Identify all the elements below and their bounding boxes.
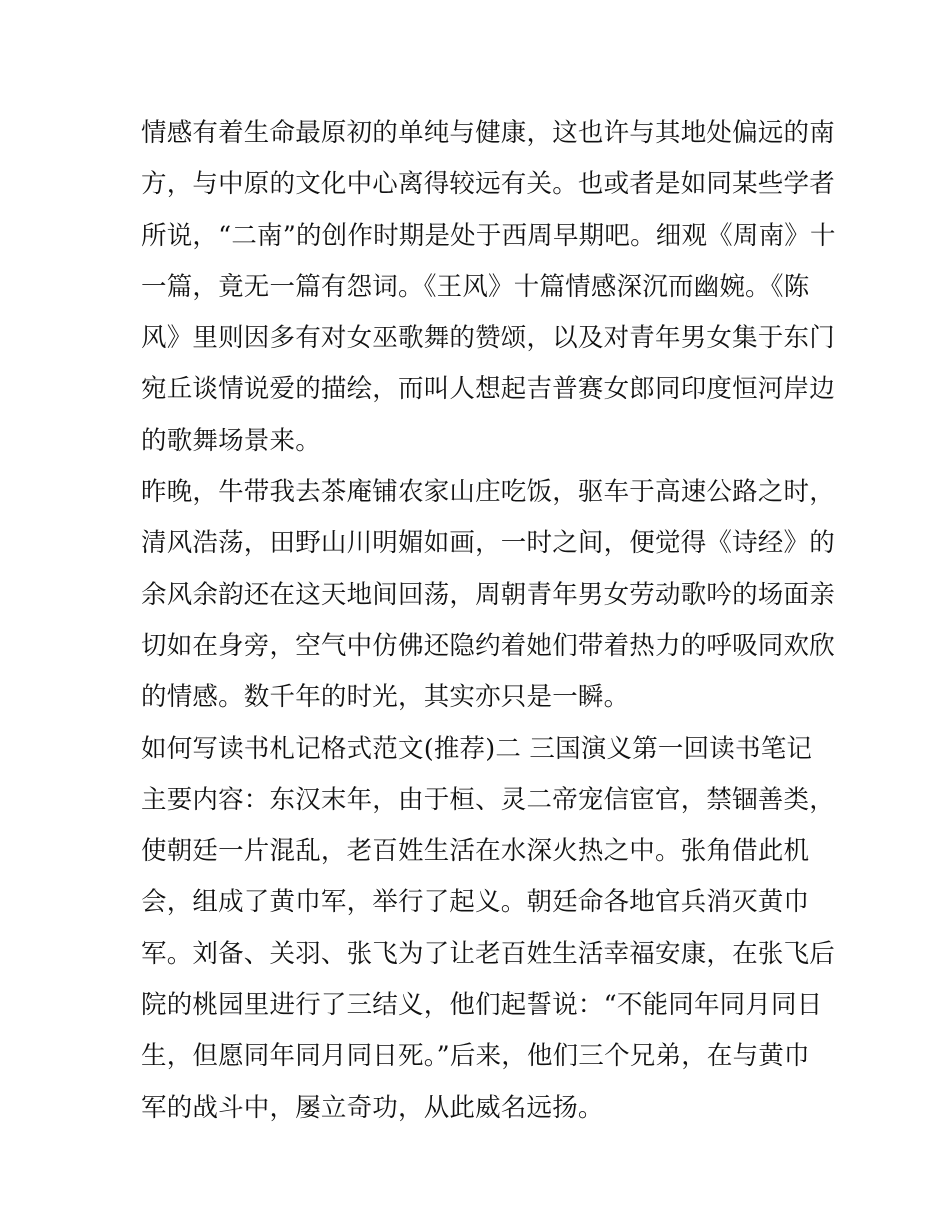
text-line: 主要内容：东汉末年，由于桓、灵二帝宠信宦官，禁锢善类， xyxy=(141,784,835,815)
text-line: 如何写读书札记格式范文(推荐)二 三国演义第一回读书笔记 xyxy=(141,733,813,764)
text-line: 情感有着生命最原初的单纯与健康，这也许与其地处偏远的南 xyxy=(141,118,835,148)
text-line: 切如在身旁，空气中仿佛还隐约着她们带着热力的呼吸同欢欣 xyxy=(141,630,835,661)
text-line: 使朝廷一片混乱，老百姓生活在水深火热之中。张角借此机 xyxy=(141,836,810,867)
text-line: 所说，“二南”的创作时期是处于西周早期吧。细观《周南》十 xyxy=(141,220,836,251)
text-line: 宛丘谈情说爱的描绘，而叫人想起吉普赛女郎同印度恒河岸边 xyxy=(141,374,835,405)
text-line: 清风浩荡，田野山川明媚如画，一时之间，便觉得《诗经》的 xyxy=(141,528,835,559)
text-line: 的歌舞场景来。 xyxy=(141,425,321,456)
text-line: 方，与中原的文化中心离得较远有关。也或者是如同某些学者 xyxy=(141,169,835,200)
text-line: 风》里则因多有对女巫歌舞的赞颂，以及对青年男女集于东门 xyxy=(141,323,835,354)
text-line: 昨晚，牛带我去茶庵铺农家山庄吃饭，驱车于高速公路之时， xyxy=(141,477,835,508)
text-line: 一篇，竟无一篇有怨词。《王风》十篇情感深沉而幽婉。《陈 xyxy=(141,271,810,302)
text-line: 会，组成了黄巾军，举行了起义。朝廷命各地官兵消灭黄巾 xyxy=(141,887,810,918)
text-line: 的情感。数千年的时光，其实亦只是一瞬。 xyxy=(141,682,630,713)
text-line: 军。刘备、关羽、张飞为了让老百姓生活幸福安康，在张飞后 xyxy=(141,938,835,969)
text-line: 余风余韵还在这天地间回荡，周朝青年男女劳动歌吟的场面亲 xyxy=(141,579,835,610)
text-line: 军的战斗中，屡立奇功，从此威名远扬。 xyxy=(141,1092,604,1123)
text-line: 院的桃园里进行了三结义，他们起誓说：“不能同年同月同日 xyxy=(141,990,823,1021)
body-text xyxy=(141,108,836,1134)
text-line: 生，但愿同年同月同日死。”后来，他们三个兄弟，在与黄巾 xyxy=(141,1041,810,1072)
